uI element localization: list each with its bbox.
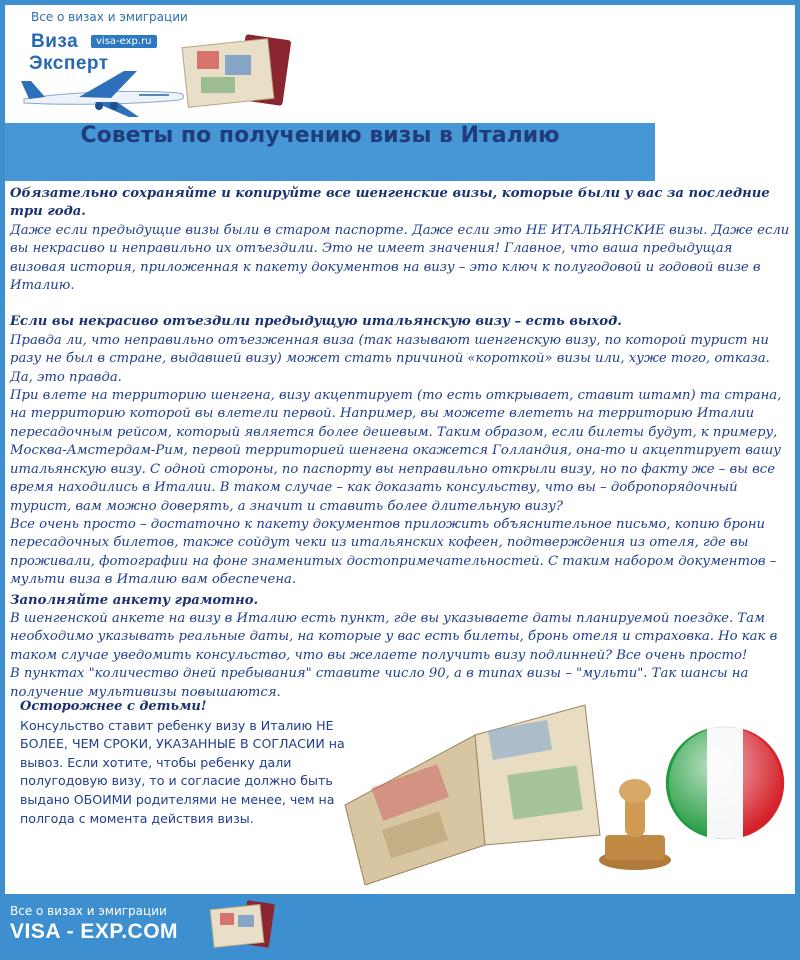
site-header <box>5 5 795 123</box>
section-paragraph: Консульство ставит ребенку визу в Италию НЕ БОЛЕЕ, ЧЕМ СРОКИ, УКАЗАННЫЕ В СОГЛАСИИ на вывоз. Если хотите, чтобы ребенку дали полугодовую визу, то и согласие должно быть выдано ОБОИМИ родителями не менее, чем на полгода с момента действия визы. <box>20 717 345 826</box>
site-logo[interactable] <box>25 27 305 121</box>
page-frame <box>5 5 795 894</box>
section-paragraph: В шенгенской анкете на визу в Италию есть пункт, где вы указываете даты планируемой поездке. Там необходимо указывать реальные даты, на которые у вас есть билеты, бронь отеля и страховка. Но как в таком случае уведомить консульство, что вы желаете получить визу подлинней? Все очень просто! <box>10 610 778 663</box>
logo-domain-badge: visa-exp.ru <box>91 35 157 48</box>
title-banner <box>5 123 655 181</box>
logo-text-line1: Виза <box>31 31 79 52</box>
footer-brand[interactable]: VISA - EXP.COM <box>10 920 179 943</box>
passport-icon <box>208 899 278 951</box>
section-paragraph: Правда ли, что неправильно отъезженная виза (так называют шенгенскую визу, по которой турист ни разу не был в стране, выдавшей визу) может стать причиной «короткой» визы или, хуже того, отказа. Да, это правда. <box>10 332 770 385</box>
footer-tagline: Все о визах и эмиграции <box>10 904 167 918</box>
section-paragraph: В пунктах "количество дней пребывания" ставите число 90, а в типах визы – "мульти". Так шансы на получение мультивизы повышаются. <box>10 666 749 700</box>
passport-icon <box>177 33 297 113</box>
children-section <box>20 698 350 828</box>
section-paragraph: При влете на территорию шенгена, визу акцептирует (то есть открывает, ставит штамп) та страна, на территорию которой вы влетели первой. Например, вы можете влететь на территорию Италии пересадочным рейсом, который является более дешевым. Таким образом, если билеты будут, к примеру, Москва-Амстердам-Рим, первой территорией шенгена окажется Голландия, она-то и акцептирует вашу итальянскую визу. С одной стороны, по паспорту вы неправильно открыли визу, но по факту же – вы все время находились в Италии. В таком случае – как доказать консульству, что вы – добропорядочный турист, вам можно доверять, а значит и ставить более длительную визу? <box>10 388 782 514</box>
logo-text-line2: Эксперт <box>29 53 109 74</box>
section-heading-form: Заполняйте анкету грамотно. <box>10 592 259 608</box>
passport-stamp-flag-illustration <box>335 695 795 885</box>
airplane-icon <box>19 59 189 121</box>
header-tagline: Все о визах и эмиграции <box>31 10 188 24</box>
section-paragraph: Даже если предыдущие визы были в старом паспорте. Даже если это НЕ ИТАЛЬЯНСКИЕ визы. Даже если вы некрасиво и неправильно их отъездили. Это не имеет значения! Главное, что ваша предыдущая визовая история, приложенная к пакету документов на визу – это ключ к полугодовой и годовой визе в Италию. <box>10 222 790 294</box>
section-heading-wrong-visa: Если вы некрасиво отъездили предыдущую итальянскую визу – есть выход. <box>10 314 622 330</box>
section-paragraph: Все очень просто – достаточно к пакету документов приложить объяснительное письмо, копию брони пересадочных билетов, также сойдут чеки из итальянских кофеен, подтверждения из отеля, где вы проживали, фотографии на фоне знаменитых достопримечательностей. С таким набором документов – мульти виза в Италию вам обеспечена. <box>10 516 777 588</box>
site-footer <box>0 894 800 960</box>
section-heading-history: Обязательно сохраняйте и копируйте все шенгенские визы, которые были у вас за последние три года. <box>10 186 770 220</box>
article-body <box>10 185 790 702</box>
section-heading-children: Осторожнее с детьми! <box>20 699 207 714</box>
page-title: Советы по получению визы в Италию <box>80 123 560 148</box>
